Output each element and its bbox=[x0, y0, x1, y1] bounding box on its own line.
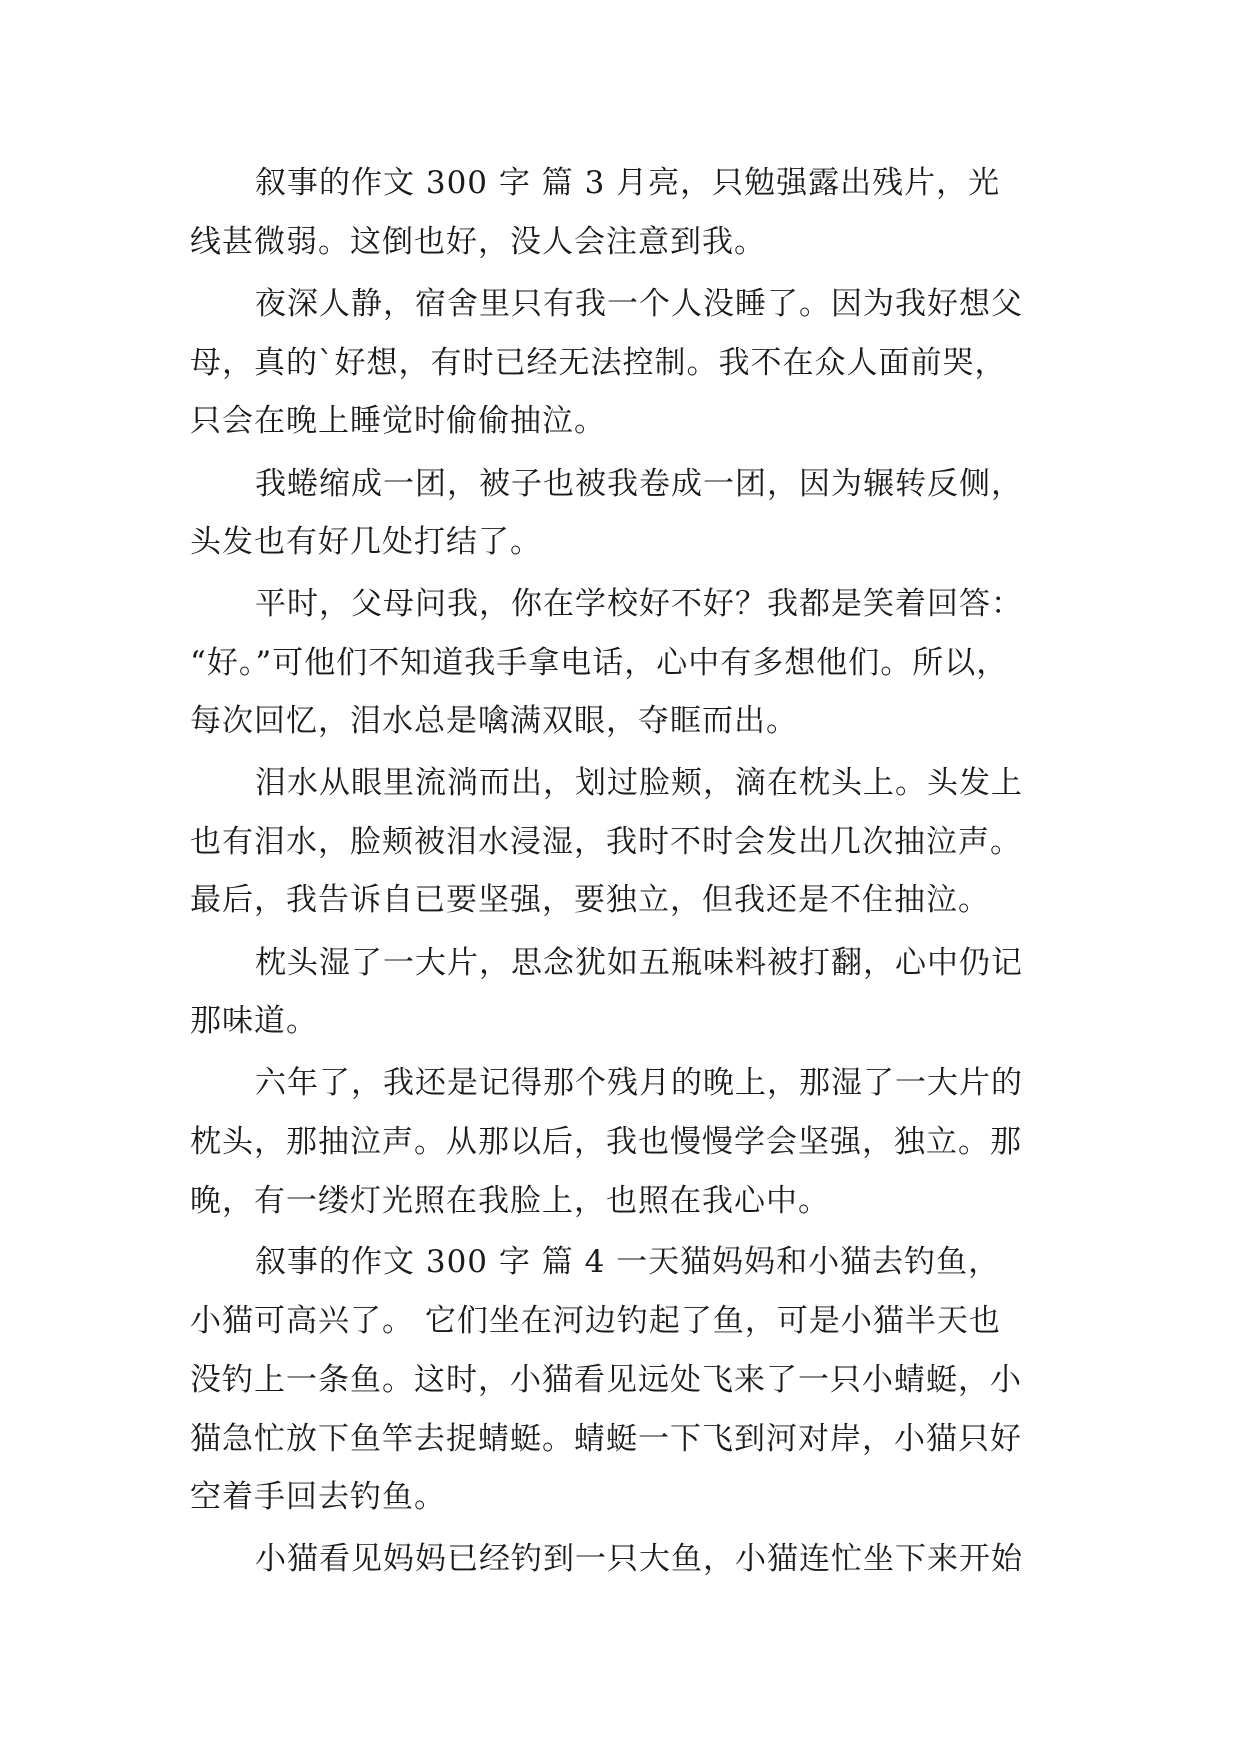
text-line: 最后，我告诉自已要坚强，要独立，但我还是不住抽泣。 bbox=[190, 882, 990, 918]
text-line: 六年了，我还是记得那个残月的晚上，那湿了一大片的 bbox=[255, 1065, 1023, 1101]
text-line: 夜深人静，宿舍里只有我一个人没睡了。因为我好想父 bbox=[255, 286, 1023, 322]
text-line: “好。”可他们不知道我手拿电话，心中有多想他们。所以， bbox=[190, 645, 1009, 681]
text-line: 也有泪水，脸颊被泪水浸湿，我时不时会发出几次抽泣声。 bbox=[190, 824, 1022, 860]
text-line: 没钓上一条鱼。这时，小猫看见远处飞来了一只小蜻蜓，小 bbox=[190, 1362, 1022, 1398]
text-line: 枕头湿了一大片，思念犹如五瓶味料被打翻，心中仍记 bbox=[255, 945, 1023, 981]
text-line: 空着手回去钓鱼。 bbox=[190, 1479, 446, 1515]
text-line: 小猫可高兴了。 它们坐在河边钓起了鱼，可是小猫半天也 bbox=[190, 1303, 1001, 1339]
text-line: 我蜷缩成一团，被子也被我卷成一团，因为辗转反侧， bbox=[255, 466, 1023, 502]
text-line: 叙事的作文 300 字 篇 3 月亮，只勉强露出残片，光 bbox=[255, 165, 1001, 201]
text-line: 晚，有一缕灯光照在我脸上，也照在我心中。 bbox=[190, 1183, 830, 1219]
text-line: 母，真的`好想，有时已经无法控制。我不在众人面前哭， bbox=[190, 345, 1007, 381]
text-line: 那味道。 bbox=[190, 1003, 318, 1039]
text-line: 每次回忆，泪水总是噙满双眼，夺眶而出。 bbox=[190, 703, 798, 739]
text-line: 线甚微弱。这倒也好，没人会注意到我。 bbox=[190, 224, 766, 260]
text-line: 猫急忙放下鱼竿去捉蜻蜓。蜻蜓一下飞到河对岸，小猫只好 bbox=[190, 1421, 1022, 1457]
text-line: 枕头，那抽泣声。从那以后，我也慢慢学会坚强，独立。那 bbox=[190, 1124, 1022, 1160]
text-line: 叙事的作文 300 字 篇 4 一天猫妈妈和小猫去钓鱼， bbox=[255, 1244, 1001, 1280]
text-line: 头发也有好几处打结了。 bbox=[190, 524, 542, 560]
text-line: 泪水从眼里流淌而出，划过脸颊，滴在枕头上。头发上 bbox=[255, 765, 1023, 801]
text-line: 只会在晚上睡觉时偷偷抽泣。 bbox=[190, 403, 606, 439]
text-line: 平时，父母问我，你在学校好不好？我都是笑着回答： bbox=[255, 586, 1023, 622]
text-line: 小猫看见妈妈已经钓到一只大鱼，小猫连忙坐下来开始 bbox=[255, 1541, 1023, 1577]
